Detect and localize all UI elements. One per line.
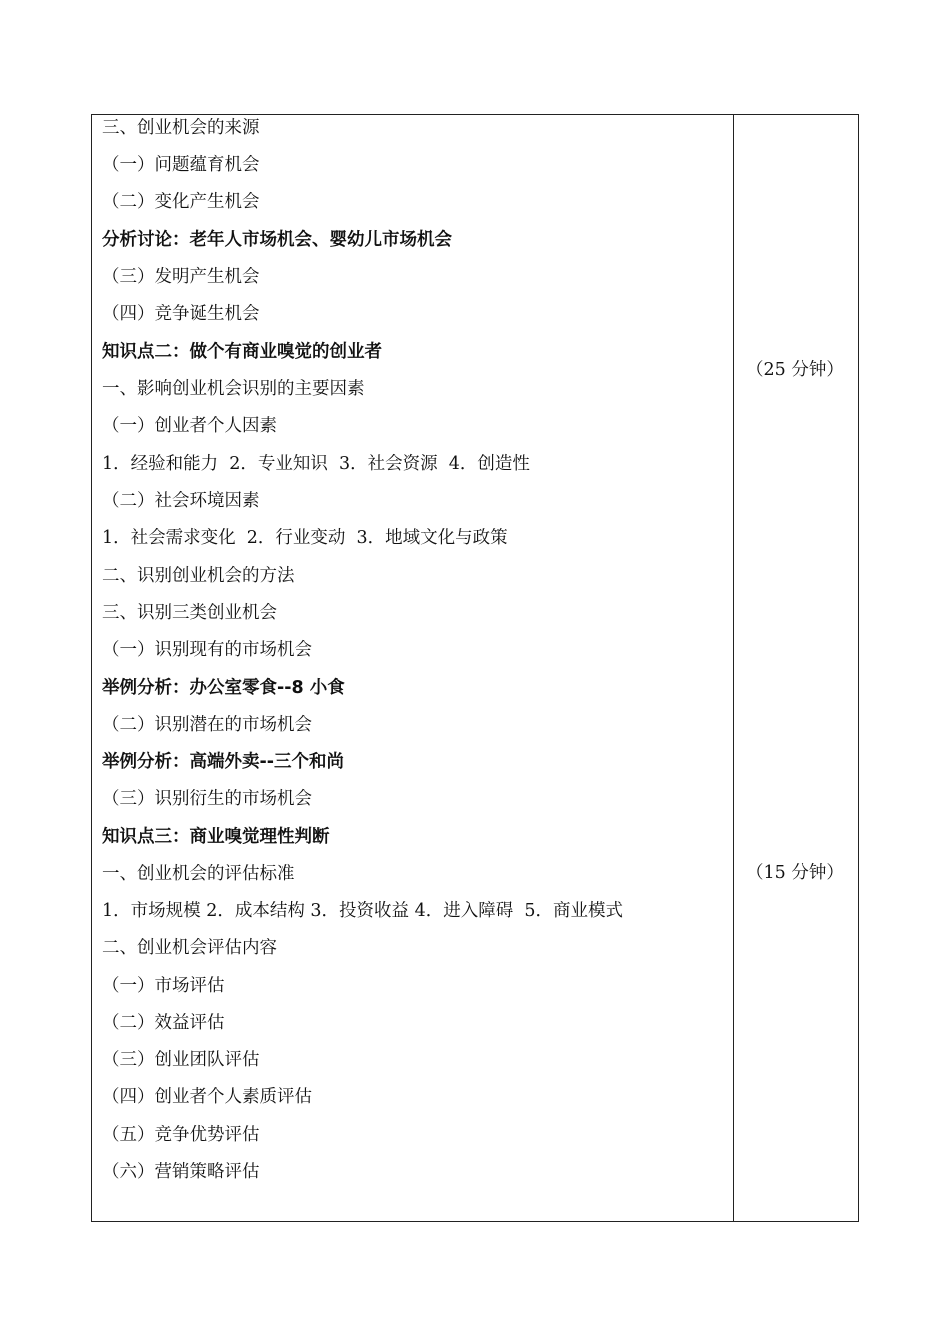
time-note: （25 分钟） <box>746 360 844 380</box>
content-line: 举例分析：办公室零食--8 小食 <box>102 678 345 698</box>
content-line: 1．社会需求变化 2．行业变动 3．地域文化与政策 <box>102 528 508 548</box>
content-line: （一）问题蕴育机会 <box>102 155 260 175</box>
content-line: 知识点二：做个有商业嗅觉的创业者 <box>102 342 382 362</box>
content-line: （五）竞争优势评估 <box>102 1125 260 1145</box>
content-line: 举例分析：高端外卖--三个和尚 <box>102 752 345 772</box>
content-line: 三、创业机会的来源 <box>102 118 260 138</box>
content-line: 二、识别创业机会的方法 <box>102 566 295 586</box>
content-line: 三、识别三类创业机会 <box>102 603 277 623</box>
content-line: （三）创业团队评估 <box>102 1050 260 1070</box>
content-line: 知识点三：商业嗅觉理性判断 <box>102 827 330 847</box>
content-line: （二）变化产生机会 <box>102 192 260 212</box>
content-line: 1．市场规模 2．成本结构 3．投资收益 4．进入障碍 5．商业模式 <box>102 901 623 921</box>
content-line: （四）竞争诞生机会 <box>102 304 260 324</box>
content-line: 1．经验和能力 2．专业知识 3．社会资源 4．创造性 <box>102 454 530 474</box>
content-line: （三）发明产生机会 <box>102 267 260 287</box>
content-line: （二）效益评估 <box>102 1013 225 1033</box>
content-line: 一、影响创业机会识别的主要因素 <box>102 379 365 399</box>
column-divider <box>733 114 734 1222</box>
content-line: 一、创业机会的评估标准 <box>102 864 295 884</box>
content-line: （二）社会环境因素 <box>102 491 260 511</box>
content-line: （四）创业者个人素质评估 <box>102 1087 312 1107</box>
content-line: （六）营销策略评估 <box>102 1162 260 1182</box>
content-line: （一）市场评估 <box>102 976 225 996</box>
content-line: （三）识别衍生的市场机会 <box>102 789 312 809</box>
content-line: 分析讨论：老年人市场机会、婴幼儿市场机会 <box>102 230 452 250</box>
content-line: 二、创业机会评估内容 <box>102 938 277 958</box>
content-line: （一）创业者个人因素 <box>102 416 277 436</box>
content-line: （一）识别现有的市场机会 <box>102 640 312 660</box>
time-note: （15 分钟） <box>746 863 844 883</box>
content-line: （二）识别潜在的市场机会 <box>102 715 312 735</box>
